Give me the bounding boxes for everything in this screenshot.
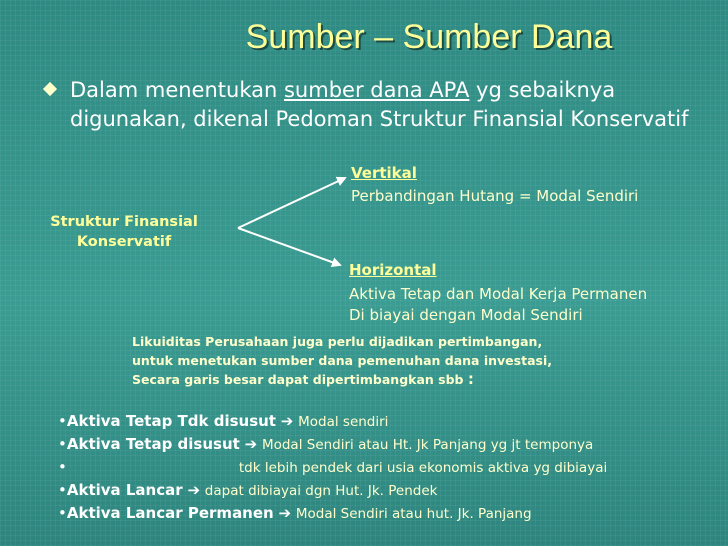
arrow-right-icon: ➔ bbox=[278, 504, 292, 522]
list-item-desc-continued: tdk lebih pendek dari usia ekonomis aktiva yg dibiayai bbox=[238, 460, 608, 476]
list-item-term: Aktiva Lancar bbox=[66, 481, 183, 499]
horizontal-description-line1: Aktiva Tetap dan Modal Kerja Permanen bbox=[349, 285, 648, 303]
bullet-icon: • bbox=[58, 412, 67, 430]
list-item bbox=[58, 456, 607, 479]
intro-text-after: yg sebaiknya digunakan, dikenal Pedoman Struktur Finansial Konservatif bbox=[70, 78, 689, 131]
vertikal-description: Perbandingan Hutang = Modal Sendiri bbox=[351, 187, 639, 205]
funding-rules-list bbox=[58, 410, 607, 525]
horizontal-heading: Horizontal bbox=[349, 261, 437, 279]
vertikal-heading: Vertikal bbox=[351, 164, 417, 182]
slide-title: Sumber – Sumber Dana bbox=[245, 18, 613, 56]
liquidity-note bbox=[132, 332, 552, 389]
list-item bbox=[58, 479, 607, 502]
note-colon: : bbox=[467, 370, 474, 388]
list-item bbox=[58, 410, 607, 433]
intro-text-before: Dalam menentukan bbox=[70, 78, 284, 102]
arrow-to-vertikal bbox=[238, 178, 345, 228]
list-item bbox=[58, 502, 607, 525]
bullet-icon: • bbox=[58, 435, 67, 453]
diagram-root-label: Struktur Finansial Konservatif bbox=[50, 214, 198, 250]
note-line-3: Secara garis besar dapat dipertimbangkan sbb : bbox=[132, 370, 474, 388]
arrow-right-icon: ➔ bbox=[244, 435, 258, 453]
bullet-icon: • bbox=[58, 504, 67, 522]
bullet-icon: • bbox=[58, 481, 67, 499]
list-item-term: Aktiva Lancar Permanen bbox=[66, 504, 274, 522]
list-item-desc: dapat dibiayai dgn Hut. Jk. Pendek bbox=[204, 483, 438, 499]
intro-underlined-phrase: sumber dana APA bbox=[283, 78, 470, 102]
arrow-to-horizontal bbox=[238, 228, 340, 265]
horizontal-description-line2: Di biayai dengan Modal Sendiri bbox=[349, 306, 583, 324]
note-line-1: Likuiditas Perusahaan juga perlu dijadikan pertimbangan, bbox=[132, 334, 543, 349]
list-item-desc: Modal Sendiri atau Ht. Jk Panjang yg jt temponya bbox=[261, 437, 594, 453]
list-item-desc: Modal Sendiri atau hut. Jk. Panjang bbox=[295, 506, 532, 522]
arrow-right-icon: ➔ bbox=[187, 481, 201, 499]
list-item-term: Aktiva Tetap Tdk disusut bbox=[66, 412, 276, 430]
list-item-term: Aktiva Tetap disusut bbox=[66, 435, 240, 453]
list-item bbox=[58, 433, 607, 456]
list-item-desc: Modal sendiri bbox=[298, 414, 389, 430]
note-line-2: untuk menetukan sumber dana pemenuhan dana investasi, bbox=[132, 353, 552, 368]
bullet-icon: • bbox=[58, 458, 67, 476]
arrow-right-icon: ➔ bbox=[280, 412, 294, 430]
